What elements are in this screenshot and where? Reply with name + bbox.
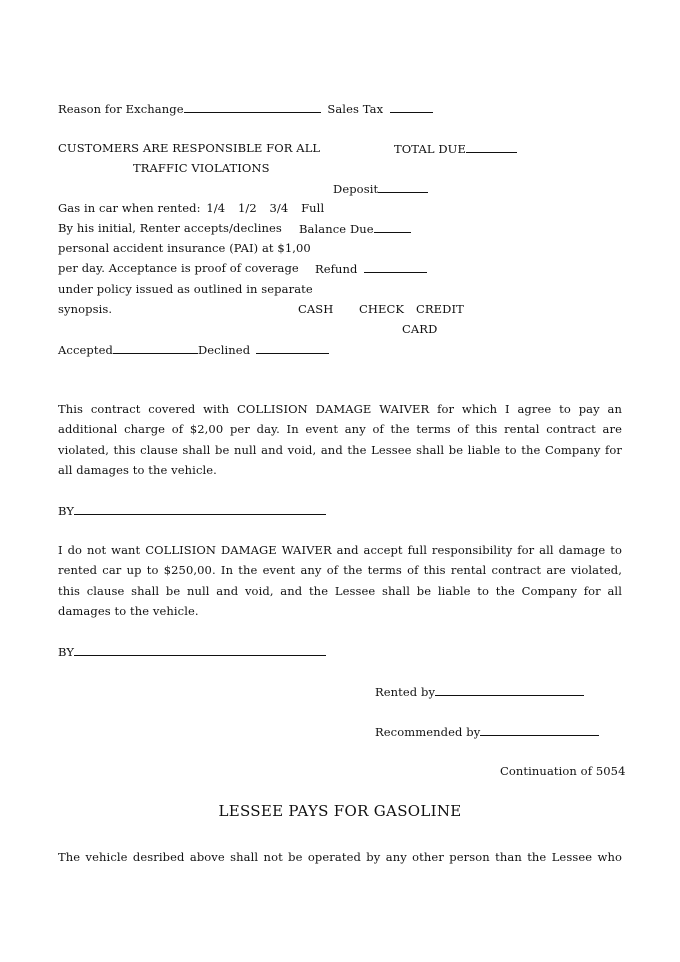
section-title: LESSEE PAYS FOR GASOLINE <box>218 802 462 820</box>
payment-card[interactable]: CARD <box>402 322 438 336</box>
cdw-accept-paragraph: This contract covered with COLLISION DAMAGE WAIVER for which I agree to pay an additional charge of $2,00 per day. In event any of the terms of this rental contract are violated, this clause shall be null and void, and the Lessee shall be liable to the Company for all damages to the vehicle. <box>58 402 622 477</box>
customers-responsible-line1: CUSTOMERS ARE RESPONSIBLE FOR ALL <box>58 141 321 155</box>
sales-tax-field[interactable] <box>390 101 433 113</box>
payment-cash[interactable]: CASH <box>298 302 334 316</box>
cdw-decline-paragraph: I do not want COLLISION DAMAGE WAIVER and accept full responsibility for all damage to rented car up to $250,00. In the event any of the terms of this rental contract are violated, this clause shall be null and void, and the Lessee shall be liable to the Company for all damages to the vehicle. <box>58 543 622 618</box>
cdw-decline-signature-field[interactable] <box>74 644 326 656</box>
cdw-decline-by-label: BY <box>58 645 75 659</box>
cdw-accept-signature-field[interactable] <box>74 503 326 515</box>
pai-line2: personal accident insurance (PAI) at $1,00 <box>58 241 311 255</box>
declined-field[interactable] <box>256 342 329 354</box>
deposit-row <box>333 181 428 196</box>
customers-responsible-line2: TRAFFIC VIOLATIONS <box>133 161 270 175</box>
payment-check[interactable]: CHECK <box>359 302 405 316</box>
reason-for-exchange-label: Reason for Exchange <box>58 102 184 116</box>
deposit-field[interactable] <box>378 181 428 193</box>
recommended-by-field[interactable] <box>480 724 599 736</box>
cdw-decline-signature-row <box>58 644 326 659</box>
cdw-accept-signature-row <box>58 503 326 518</box>
section-text: The vehicle desribed above shall not be operated by any other person than the Lessee who <box>58 850 622 864</box>
gas-option-three-quarter[interactable]: 3/4 <box>269 201 289 215</box>
gas-option-quarter[interactable]: 1/4 <box>206 201 226 215</box>
continuation-note: Continuation of 5054 <box>500 764 626 778</box>
payment-credit[interactable]: CREDIT <box>416 302 464 316</box>
total-due-field[interactable] <box>466 141 517 153</box>
gas-row <box>58 201 324 215</box>
rented-by-field[interactable] <box>435 684 584 696</box>
declined-label: Declined <box>197 343 251 357</box>
recommended-by-label: Recommended by <box>375 725 481 739</box>
reason-for-exchange-field[interactable] <box>184 101 321 113</box>
total-due-label: TOTAL DUE <box>394 142 466 156</box>
gas-option-full[interactable]: Full <box>301 201 325 215</box>
pai-line3: per day. Acceptance is proof of coverage <box>58 261 299 275</box>
refund-field[interactable] <box>364 261 427 273</box>
recommended-by-row <box>375 724 599 739</box>
sales-tax-label: Sales Tax <box>327 102 384 116</box>
pai-line4: under policy issued as outlined in separate <box>58 282 313 296</box>
accepted-declined-row <box>58 342 329 357</box>
pai-line1: By his initial, Renter accepts/declines <box>58 221 282 235</box>
rented-by-label: Rented by <box>375 685 436 699</box>
deposit-label: Deposit <box>333 182 379 196</box>
gas-option-half[interactable]: 1/2 <box>237 201 257 215</box>
rented-by-row <box>375 684 584 699</box>
reason-for-exchange-row <box>58 101 433 116</box>
pai-line5: synopsis. <box>58 302 113 316</box>
balance-due-row <box>299 221 411 236</box>
refund-label: Refund <box>315 262 358 276</box>
cdw-accept-by-label: BY <box>58 504 75 518</box>
gas-label: Gas in car when rented: <box>58 201 201 215</box>
accepted-field[interactable] <box>113 342 198 354</box>
balance-due-field[interactable] <box>374 221 411 233</box>
accepted-label: Accepted <box>58 343 113 357</box>
total-due-row <box>394 141 517 156</box>
refund-row <box>315 261 427 276</box>
balance-due-label: Balance Due <box>299 222 374 236</box>
